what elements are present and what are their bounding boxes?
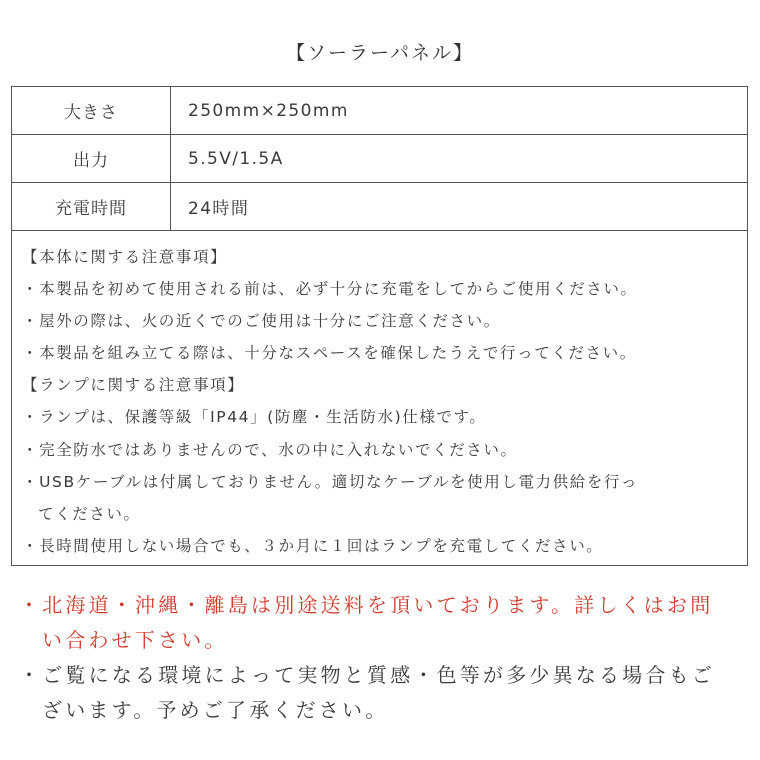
notes-box: [11, 229, 748, 566]
note-line: ・ランプは、保護等級「IP44」(防塵・生活防水)仕様です。: [22, 408, 487, 427]
note-line: ・本製品を組み立てる際は、十分なスペースを確保したうえで行ってください。: [22, 344, 637, 363]
page-title: 【ソーラーパネル】: [285, 42, 475, 64]
note-line: ・完全防水ではありませんので、水の中に入れないでください。: [22, 440, 518, 459]
footer-notes: [19, 588, 749, 728]
note-line-continued: てください。: [38, 504, 141, 523]
display-notice: ・ご覧になる環境によって実物と質感・色等が多少異なる場合もご: [19, 663, 715, 687]
shipping-notice: ・北海道・沖縄・離島は別途送料を頂いております。詳しくはお問: [19, 593, 714, 617]
note-line: ・本製品を初めて使用される前は、必ず十分に充電をしてからご使用ください。: [22, 280, 638, 299]
spec-label: 充電時間: [12, 183, 171, 231]
spec-table: [11, 86, 748, 231]
note-line: ・屋外の際は、火の近くでのご使用は十分にご注意ください。: [22, 312, 501, 331]
spec-value: 24時間: [171, 183, 748, 231]
note-line: ・長時間使用しない場合でも、３か月に１回はランプを充電してください。: [22, 536, 604, 555]
note-line: ・USBケーブルは付属しておりません。適切なケーブルを使用し電力供給を行っ: [22, 472, 639, 491]
spec-row-output: [12, 135, 748, 183]
spec-label: 大きさ: [12, 87, 171, 135]
notes-heading: 【本体に関する注意事項】: [22, 248, 228, 266]
spec-value: 250mm×250mm: [171, 87, 748, 135]
spec-row-charge-time: [12, 183, 748, 231]
display-notice-continued: ざいます。予めご了承ください。: [42, 698, 389, 722]
spec-value: 5.5V/1.5A: [171, 135, 748, 183]
notes-heading: 【ランプに関する注意事項】: [22, 376, 245, 395]
spec-row-size: [12, 87, 748, 135]
shipping-notice-continued: い合わせ下さい。: [42, 628, 228, 652]
spec-label: 出力: [12, 135, 171, 183]
